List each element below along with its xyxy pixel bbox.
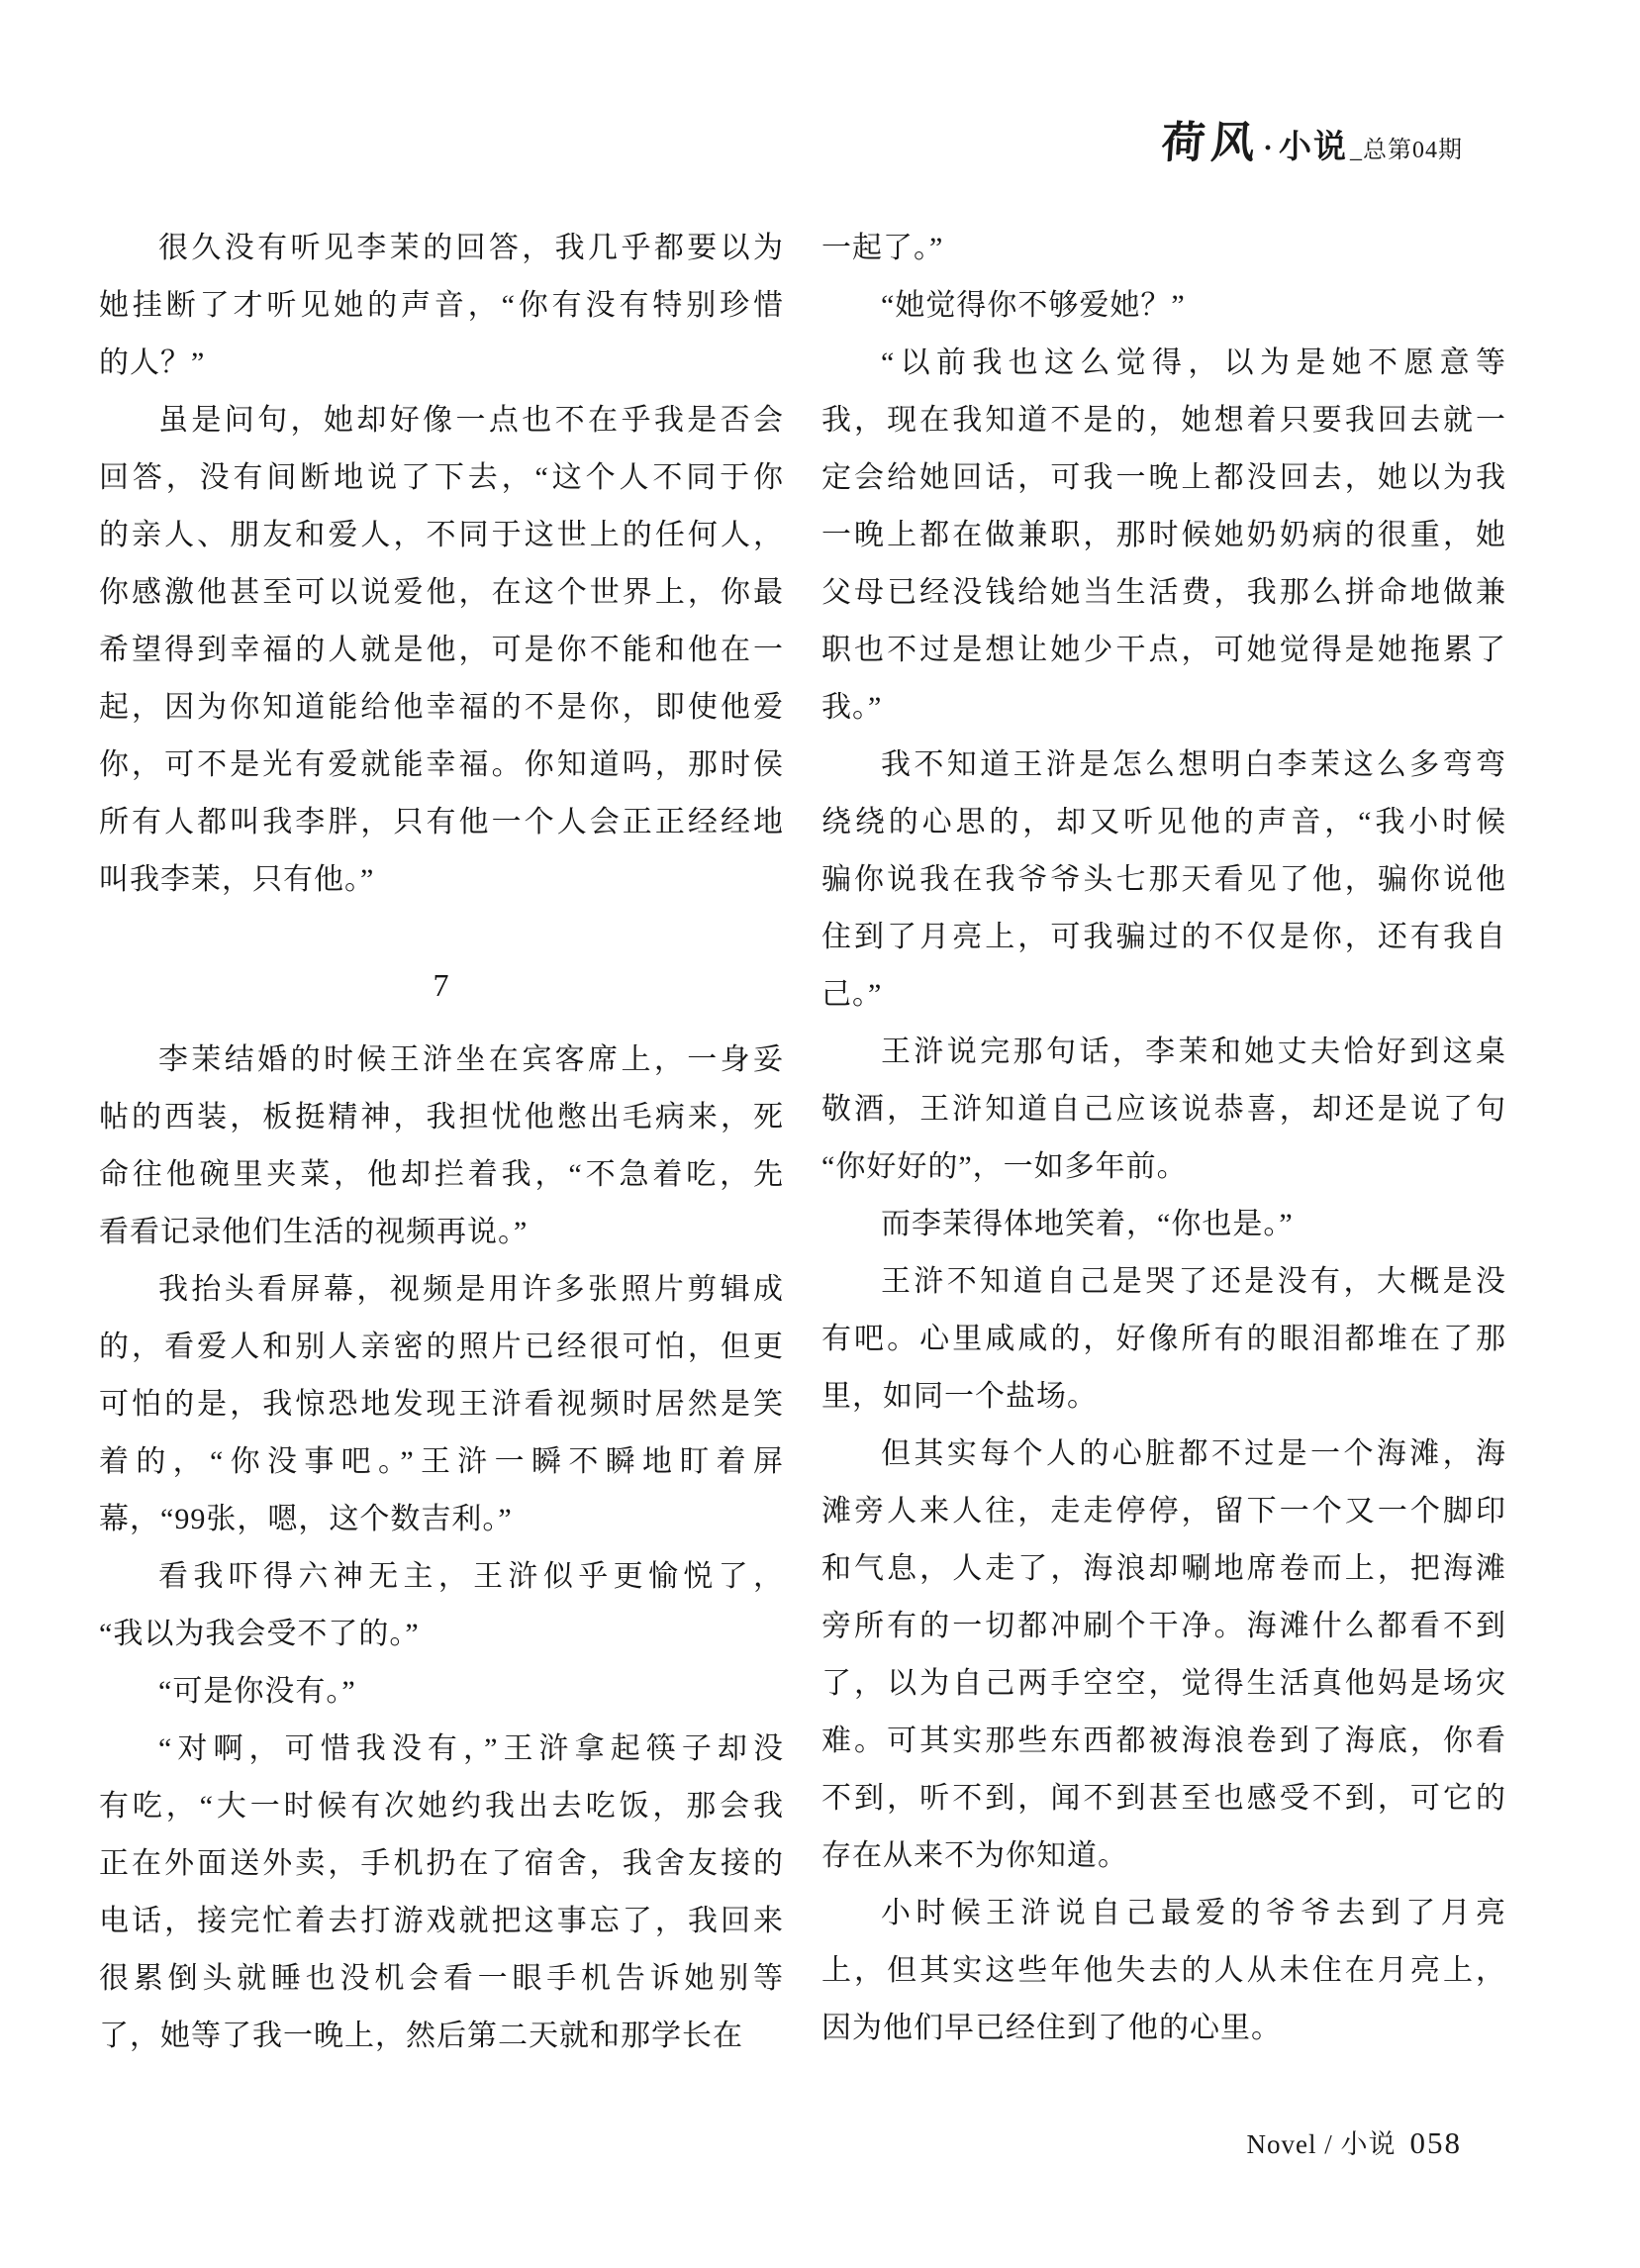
text-line: 电话，接完忙着去打游戏就把这事忘了，我回来 bbox=[99, 1905, 784, 1937]
text-line: 幕，“99张，嗯，这个数吉利。” bbox=[99, 1503, 513, 1535]
text-line: 里，如同一个盐场。 bbox=[821, 1380, 1098, 1413]
paragraph bbox=[821, 220, 1506, 277]
paragraph bbox=[821, 277, 1506, 335]
paragraph bbox=[821, 335, 1506, 737]
text-line: 我。” bbox=[821, 691, 883, 724]
paragraph bbox=[99, 1548, 784, 1663]
text-line: 己。” bbox=[821, 978, 883, 1011]
text-line: “对啊，可惜我没有，”王浒拿起筷子却没 bbox=[158, 1732, 784, 1765]
text-line: “你好好的”，一如多年前。 bbox=[821, 1150, 1188, 1183]
text-line: 父母已经没钱给她当生活费，我那么拼命地做兼 bbox=[821, 576, 1506, 609]
text-line: 职也不过是想让她少干点，可她觉得是她拖累了 bbox=[821, 634, 1506, 666]
text-line: 和气息，人走了，海浪却唰地席卷而上，把海滩 bbox=[821, 1552, 1506, 1585]
right-text-column bbox=[821, 220, 1506, 2057]
paragraph bbox=[821, 1426, 1506, 1885]
text-line: 一起了。” bbox=[821, 232, 944, 264]
text-line: 回答，没有间断地说了下去，“这个人不同于你 bbox=[99, 461, 784, 494]
text-line: 李茉结婚的时候王浒坐在宾客席上，一身妥 bbox=[158, 1043, 784, 1076]
text-line: 旁所有的一切都冲刷个干净。海滩什么都看不到 bbox=[821, 1610, 1506, 1642]
paragraph bbox=[821, 1885, 1506, 2057]
text-line: 可怕的是，我惊恐地发现王浒看视频时居然是笑 bbox=[99, 1388, 784, 1421]
text-line: 但其实每个人的心脏都不过是一个海滩，海 bbox=[881, 1437, 1506, 1470]
text-line: 敬酒，王浒知道自己应该说恭喜，却还是说了句 bbox=[821, 1093, 1506, 1126]
text-line: 住到了月亮上，可我骗过的不仅是你，还有我自 bbox=[821, 921, 1506, 953]
text-line: 起，因为你知道能给他幸福的不是你，即使他爱 bbox=[99, 691, 784, 724]
paragraph bbox=[99, 392, 784, 909]
text-line: 有吧。心里咸咸的，好像所有的眼泪都堆在了那 bbox=[821, 1323, 1506, 1355]
header-category: 小说 bbox=[1279, 130, 1348, 165]
text-line: 看我吓得六神无主，王浒似乎更愉悦了， bbox=[158, 1560, 784, 1593]
text-line: 一晚上都在做兼职，那时候她奶奶病的很重，她 bbox=[821, 519, 1506, 551]
text-line: 上，但其实这些年他失去的人从未住在月亮上， bbox=[821, 1954, 1506, 1987]
text-line: 我不知道王浒是怎么想明白李茉这么多弯弯 bbox=[881, 748, 1506, 781]
left-text-column bbox=[99, 220, 784, 2065]
text-line: 你，可不是光有爱就能幸福。你知道吗，那时侯 bbox=[99, 748, 784, 781]
text-line: “以前我也这么觉得，以为是她不愿意等 bbox=[881, 346, 1506, 379]
text-line: 难。可其实那些东西都被海浪卷到了海底，你看 bbox=[821, 1725, 1506, 1757]
text-line: 小时候王浒说自己最爱的爷爷去到了月亮 bbox=[881, 1897, 1506, 1929]
paragraph bbox=[821, 1024, 1506, 1196]
text-line: 定会给她回话，可我一晚上都没回去，她以为我 bbox=[821, 461, 1506, 494]
paragraph bbox=[99, 1721, 784, 2065]
text-line: 虽是问句，她却好像一点也不在乎我是否会 bbox=[158, 404, 784, 437]
text-line: 很累倒头就睡也没机会看一眼手机告诉她别等 bbox=[99, 1962, 784, 1995]
text-line: “我以为我会受不了的。” bbox=[99, 1618, 420, 1650]
text-line: 叫我李茉，只有他。” bbox=[99, 863, 375, 896]
text-line: 骗你说我在我爷爷头七那天看见了他，骗你说他 bbox=[821, 863, 1506, 896]
text-line: 有吃，“大一时候有次她约我出去吃饭，那会我 bbox=[99, 1790, 784, 1823]
paragraph bbox=[99, 1663, 784, 1721]
text-line: 因为他们早已经住到了他的心里。 bbox=[821, 2012, 1282, 2044]
paragraph bbox=[99, 1032, 784, 1261]
text-line: 她挂断了才听见她的声音，“你有没有特别珍惜 bbox=[99, 289, 784, 322]
magazine-header bbox=[1159, 107, 1463, 170]
text-line: 你感激他甚至可以说爱他，在这个世界上，你最 bbox=[99, 576, 784, 609]
text-line: 命往他碗里夹菜，他却拦着我，“不急着吃，先 bbox=[99, 1158, 784, 1191]
text-line: 着的，“你没事吧。”王浒一瞬不瞬地盯着屏 bbox=[99, 1445, 784, 1478]
text-line: 的亲人、朋友和爱人，不同于这世上的任何人， bbox=[99, 519, 784, 551]
footer-page-number: 058 bbox=[1409, 2125, 1462, 2160]
text-line: 所有人都叫我李胖，只有他一个人会正正经经地 bbox=[99, 806, 784, 838]
text-line: 了，她等了我一晚上，然后第二天就和那学长在 bbox=[99, 2020, 743, 2052]
text-line: 而李茉得体地笑着，“你也是。” bbox=[881, 1208, 1294, 1240]
text-line: “可是你没有。” bbox=[158, 1675, 356, 1708]
text-line: 我，现在我知道不是的，她想着只要我回去就一 bbox=[821, 404, 1506, 437]
text-line: 王浒不知道自己是哭了还是没有，大概是没 bbox=[881, 1265, 1506, 1298]
page-footer bbox=[1247, 2122, 1463, 2161]
text-line: 了，以为自己两手空空，觉得生活真他妈是场灾 bbox=[821, 1667, 1506, 1700]
text-line: 不到，听不到，闻不到甚至也感受不到，可它的 bbox=[821, 1782, 1506, 1815]
paragraph bbox=[99, 220, 784, 392]
text-line: 王浒说完那句话，李茉和她丈夫恰好到这桌 bbox=[881, 1035, 1506, 1068]
text-line: 滩旁人来人往，走走停停，留下一个又一个脚印 bbox=[821, 1495, 1506, 1528]
header-separator-dot: · bbox=[1262, 132, 1273, 164]
header-issue-number: _总第04期 bbox=[1350, 138, 1463, 163]
text-line: 绕绕的心思的，却又听见他的声音，“我小时候 bbox=[821, 806, 1506, 838]
paragraph bbox=[821, 737, 1506, 1024]
footer-caption: Novel / 小说 bbox=[1246, 2129, 1397, 2159]
text-line: 看看记录他们生活的视频再说。” bbox=[99, 1216, 529, 1248]
text-line: 正在外面送外卖，手机扔在了宿舍，我舍友接的 bbox=[99, 1847, 784, 1880]
text-line: 的人？” bbox=[99, 346, 206, 379]
magazine-brand-logo: 荷风 bbox=[1159, 118, 1263, 168]
text-line: 存在从来不为你知道。 bbox=[821, 1839, 1128, 1872]
text-line: 的，看爱人和别人亲密的照片已经很可怕，但更 bbox=[99, 1331, 784, 1363]
text-line: 很久没有听见李茉的回答，我几乎都要以为 bbox=[158, 232, 784, 264]
paragraph bbox=[821, 1196, 1506, 1253]
section-heading: 7 bbox=[433, 967, 450, 1003]
text-line: 我抬头看屏幕，视频是用许多张照片剪辑成 bbox=[158, 1273, 784, 1306]
text-line: 帖的西装，板挺精神，我担忧他憋出毛病来，死 bbox=[99, 1101, 784, 1134]
text-line: 希望得到幸福的人就是他，可是你不能和他在一 bbox=[99, 634, 784, 666]
paragraph bbox=[821, 1253, 1506, 1426]
paragraph bbox=[99, 1261, 784, 1548]
text-line: “她觉得你不够爱她？” bbox=[881, 289, 1186, 322]
